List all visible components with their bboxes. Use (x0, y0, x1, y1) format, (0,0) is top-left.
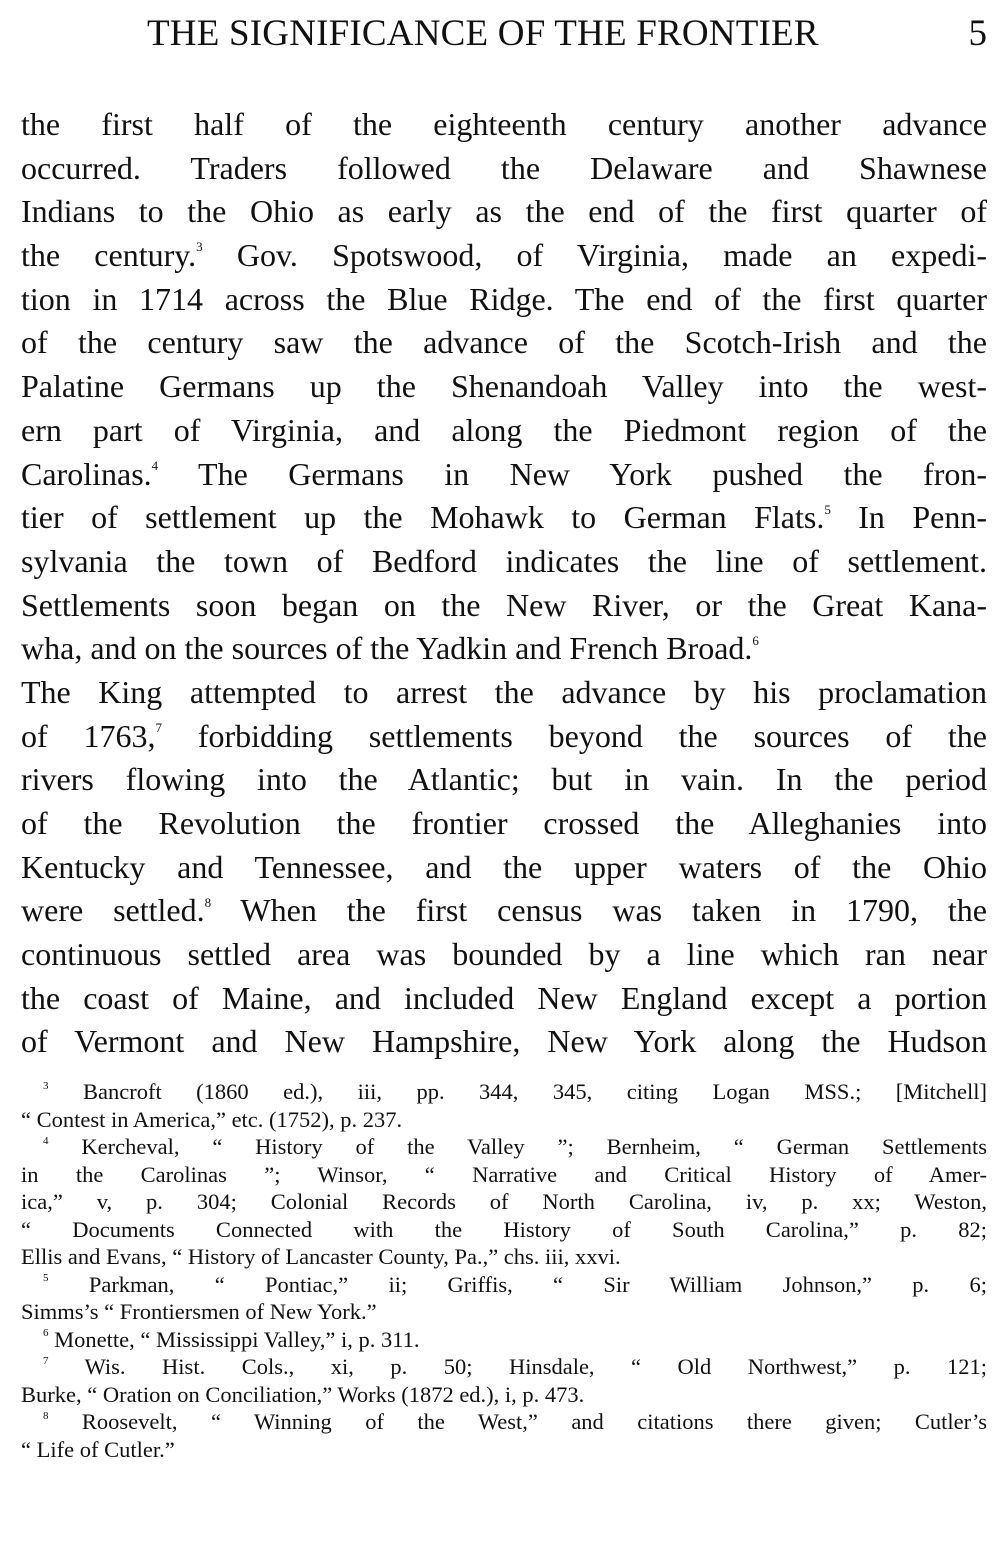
body-line-text: were settled. (21, 892, 205, 929)
footnote-line (21, 1408, 987, 1436)
body-line-text: In Penn- (830, 499, 988, 536)
body-line: tion in 1714 across the Blue Ridge. The end of the first quarter (21, 280, 987, 317)
body-line-text: Carolinas. (21, 455, 152, 492)
body-line (21, 715, 987, 759)
body-line (21, 496, 987, 540)
footnote-line (21, 1353, 987, 1381)
footnote-text: Wis. Hist. Cols., xi, p. 50; Hinsdale, “ Old Northwest,” p. 121; (84, 1354, 987, 1380)
body-line-text: Gov. Spotswood, of Virginia, made an expedi- (202, 237, 988, 274)
footnote-text: in the Carolinas ”; Winsor, “ Narrative and Critical History of Amer- (21, 1161, 987, 1187)
body-line (21, 234, 987, 278)
body-line: the coast of Maine, and included New England except a portion (21, 979, 987, 1016)
footnote-line (21, 1381, 987, 1409)
body-line-text: The Germans in New York pushed the fron- (158, 455, 987, 492)
footnote-line (21, 1326, 987, 1354)
footnote-reference: 3 (196, 239, 203, 255)
body-line (21, 453, 987, 497)
body-line: rivers flowing into the Atlantic; but in vain. In the period (21, 761, 987, 798)
footnote-text: Kercheval, “ History of the Valley ”; Bernheim, “ German Settlements (81, 1134, 987, 1160)
footnote-reference: 4 (151, 457, 159, 473)
body-line: continuous settled area was bounded by a line which ran near (21, 936, 987, 973)
footnote-reference: 6 (752, 632, 759, 648)
body-line-text: forbidding settlements beyond the sources of the (162, 717, 988, 754)
footnote-line (21, 1188, 987, 1216)
footnote-text: Ellis and Evans, “ History of Lancaster County, Pa.,” chs. iii, xxvi. (21, 1244, 621, 1270)
body-line (21, 889, 987, 933)
body-line-text: wha, and on the sources of the Yadkin and French Broad. (21, 630, 753, 667)
footnote-line (21, 1436, 987, 1464)
footnote-line (21, 1161, 987, 1189)
body-text (21, 103, 987, 1064)
body-line: ern part of Virginia, and along the Piedmont region of the (21, 411, 987, 448)
footnotes (21, 1078, 987, 1463)
footnote-line (21, 1216, 987, 1244)
footnote-marker: 5 (43, 1272, 49, 1285)
body-line: Settlements soon began on the New River, or the Great Kana- (21, 586, 987, 623)
footnote-text: ica,” v, p. 304; Colonial Records of North Carolina, iv, p. xx; Weston, (21, 1189, 987, 1215)
footnote-7 (21, 1353, 987, 1408)
body-line-text: When the first census was taken in 1790, the (211, 892, 988, 929)
footnote-5 (21, 1271, 987, 1326)
footnote-text: “ Life of Cutler.” (21, 1436, 175, 1462)
footnote-4 (21, 1133, 987, 1271)
footnote-marker: 7 (43, 1354, 49, 1367)
body-line: Palatine Germans up the Shenandoah Valley into the west- (21, 368, 987, 405)
body-line-text: of 1763, (21, 717, 156, 754)
body-line: Indians to the Ohio as early as the end of the first quarter of (21, 193, 987, 230)
body-line-text: tier of settlement up the Mohawk to German Flats. (21, 499, 825, 536)
body-line: of Vermont and New Hampshire, New York along the Hudson (21, 1023, 987, 1060)
body-line: of the century saw the advance of the Scotch-Irish and the (21, 324, 987, 361)
footnote-marker: 8 (43, 1409, 49, 1422)
body-line: occurred. Traders followed the Delaware and Shawnese (21, 149, 987, 186)
footnote-line (21, 1133, 987, 1161)
footnote-text: Simms’s “ Frontiersmen of New York.” (21, 1299, 377, 1325)
footnote-line (21, 1078, 987, 1106)
footnote-line (21, 1271, 987, 1299)
footnote-marker: 6 (43, 1327, 49, 1340)
running-head (21, 12, 987, 56)
footnote-line (21, 1106, 987, 1134)
footnote-marker: 3 (43, 1079, 49, 1092)
footnote-reference: 8 (204, 894, 212, 910)
footnote-text: Parkman, “ Pontiac,” ii; Griffis, “ Sir William Johnson,” p. 6; (88, 1271, 987, 1297)
footnote-text: “ Documents Connected with the History of South Carolina,” p. 82; (21, 1216, 987, 1242)
body-line-text: the century. (21, 237, 197, 274)
body-line: The King attempted to arrest the advance by his proclamation (21, 673, 987, 710)
body-line: the first half of the eighteenth century another advance (21, 106, 987, 142)
footnote-text: Bancroft (1860 ed.), iii, pp. 344, 345, citing Logan MSS.; [Mitchell] (82, 1079, 988, 1105)
footnote-reference: 5 (824, 501, 831, 517)
footnote-text: Roosevelt, “ Winning of the West,” and citations there given; Cutler’s (81, 1409, 988, 1435)
footnote-3 (21, 1078, 987, 1133)
footnote-6 (21, 1326, 987, 1354)
footnote-8 (21, 1408, 987, 1463)
footnote-line (21, 1298, 987, 1326)
footnote-reference: 7 (155, 719, 163, 735)
book-page (21, 12, 987, 1463)
body-line: Kentucky and Tennessee, and the upper waters of the Ohio (21, 848, 987, 885)
footnote-marker: 4 (43, 1134, 49, 1147)
footnote-text: “ Contest in America,” etc. (1752), p. 237. (21, 1106, 403, 1132)
body-line: of the Revolution the frontier crossed the Alleghanies into (21, 805, 987, 841)
page-number: 5 (968, 13, 987, 54)
body-line: sylvania the town of Bedford indicates the line of settlement. (21, 542, 987, 579)
footnote-text: Burke, “ Oration on Conciliation,” Works (1872 ed.), i, p. 473. (21, 1381, 585, 1407)
body-line (21, 627, 987, 671)
running-head-title: THE SIGNIFICANCE OF THE FRONTIER (147, 13, 819, 54)
footnote-text: Monette, “ Mississippi Valley,” i, p. 311. (54, 1326, 420, 1352)
footnote-line (21, 1243, 987, 1271)
